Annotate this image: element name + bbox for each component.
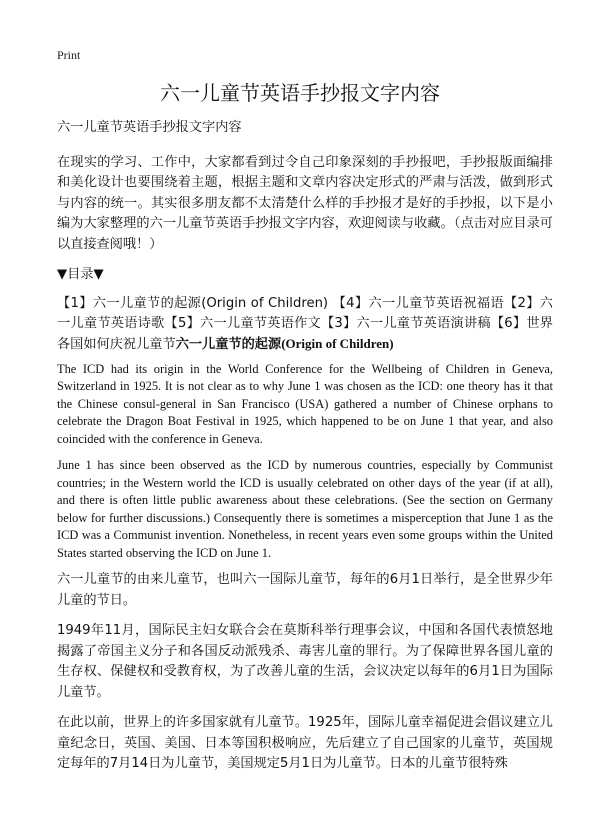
table-of-contents[interactable] — [57, 294, 553, 355]
section-heading-en: (Origin of Children) — [281, 335, 394, 351]
document-subtitle: 六一儿童节英语手抄报文字内容 — [57, 120, 242, 135]
en-paragraph-origin: The ICD had its origin in the World Conference for the Wellbeing of Children in Geneva, Switzerland in 1925. It is not clear as to why June 1 was chosen as the ICD: one theory has it that the Chinese consul-general in San Francisco (USA) gathered a number of Chinese orphans to celebrate the Dragon Boat Festival in 1925, which happened to be on June 1 that year, and also coincided with the conference in Geneva. — [57, 361, 553, 446]
print-link[interactable]: Print — [57, 48, 81, 62]
document-body — [57, 118, 553, 785]
cn-paragraph-history: 在此以前，世界上的许多国家就有儿童节。1925年，国际儿童幸福促进会倡议建立儿童纪念日，英国、美国、日本等国积极响应，先后建立了自己国家的儿童节，英国规定每年的7月14日为儿童节，美国规定5月1日为儿童节。日本的儿童节很特殊 — [57, 715, 553, 771]
toc-label[interactable]: ▼目录▼ — [57, 267, 104, 282]
en-paragraph-observance: June 1 has since been observed as the ICD by numerous countries, especially by Communist countries; in the Western world the ICD is usually celebrated on other days of the year (if at all), and there is often little public awareness about these celebrations. (See the section on Germany below for further discussions.) Consequently there is sometimes a misperception that June 1 as the ICD was a Communist invention. Nonetheless, in recent years even some groups within the United States started observing the ICD on June 1. — [57, 458, 553, 560]
cn-paragraph-1949: 1949年11月，国际民主妇女联合会在莫斯科举行理事会议，中国和各国代表愤怒地揭露了帝国主义分子和各国反动派残杀、毒害儿童的罪行。为了保障世界各国儿童的生存权、保健权和受教育权，为了改善儿童的生活，会议决定以每年的6月1日为国际儿童节。 — [57, 623, 553, 700]
intro-paragraph: 在现实的学习、工作中，大家都看到过令自己印象深刻的手抄报吧，手抄报版面编排和美化设计也要围绕着主题，根据主题和文章内容决定形式的严肃与活泼，做到形式与内容的统一。其实很多朋友都不太清楚什么样的手抄报才是好的手抄报，以下是小编为大家整理的六一儿童节英语手抄报文字内容，欢迎阅读与收藏。（点击对应目录可以直接查阅哦！） — [57, 154, 553, 252]
page-title: 六一儿童节英语手抄报文字内容 — [160, 81, 440, 105]
cn-paragraph-origin: 六一儿童节的由来儿童节，也叫六一国际儿童节，每年的6月1日举行，是全世界少年儿童的节日。 — [57, 572, 553, 608]
toc-links[interactable]: 【1】六一儿童节的起源(Origin of Children) 【4】六一儿童节英语祝福语【2】六一儿童节英语诗歌【5】六一儿童节英语作文【3】六一儿童节英语演讲稿【6】世界各国如何庆祝儿童节 — [57, 295, 553, 352]
section-heading-cn: 六一儿童节的起源 — [175, 336, 282, 352]
